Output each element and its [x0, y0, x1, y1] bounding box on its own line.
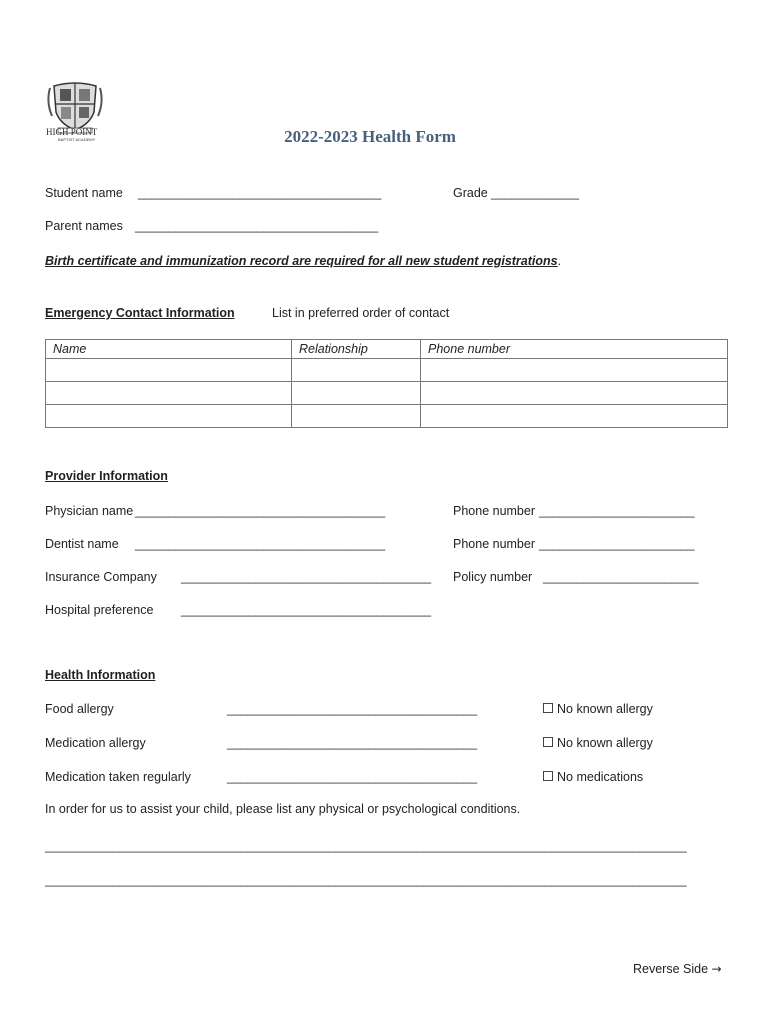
medication-no-allergy-text: No known allergy — [557, 736, 653, 750]
contact-2-relationship-cell[interactable] — [292, 382, 421, 405]
table-row — [46, 382, 728, 405]
emergency-contact-table — [45, 339, 728, 428]
insurance-company-field[interactable]: _____________________________________ — [181, 570, 431, 584]
conditions-line-2[interactable]: _______________________________________________________________________________________________ — [45, 873, 687, 887]
medication-regular-label: Medication taken regularly — [45, 770, 191, 784]
medication-regular-field[interactable]: _____________________________________ — [227, 770, 477, 784]
emergency-contact-heading: Emergency Contact Information — [45, 306, 235, 320]
contact-3-name-cell[interactable] — [46, 405, 292, 428]
health-info-heading: Health Information — [45, 668, 156, 682]
hospital-preference-field[interactable]: _____________________________________ — [181, 603, 431, 617]
reverse-side-note — [633, 962, 722, 976]
contact-2-name-cell[interactable] — [46, 382, 292, 405]
grade-label: Grade — [453, 186, 488, 200]
food-no-allergy-text: No known allergy — [557, 702, 653, 716]
no-medications-text: No medications — [557, 770, 644, 784]
grade-field[interactable]: _____________ — [491, 186, 579, 200]
table-row — [46, 359, 728, 382]
food-allergy-label: Food allergy — [45, 702, 114, 716]
parent-names-field[interactable]: ____________________________________ — [135, 219, 379, 233]
physician-name-label: Physician name — [45, 504, 134, 518]
conditions-prompt: In order for us to assist your child, please list any physical or psychological conditions. — [45, 802, 521, 816]
student-name-label: Student name — [45, 186, 123, 200]
no-medications-checkbox[interactable] — [543, 771, 553, 781]
contact-1-name-cell[interactable] — [46, 359, 292, 382]
logo-name: HIGH POINT — [46, 127, 98, 137]
physician-phone-label: Phone number — [453, 504, 536, 518]
registration-notice-period: . — [557, 254, 562, 268]
contact-2-phone-cell[interactable] — [421, 382, 728, 405]
policy-number-field[interactable]: _______________________ — [543, 570, 699, 584]
registration-notice-text: Birth certificate and immunization record are required for all new student registrations — [45, 254, 558, 268]
dentist-phone-field[interactable]: _______________________ — [539, 537, 695, 551]
medication-allergy-field[interactable]: _____________________________________ — [227, 736, 477, 750]
emergency-contact-note: List in preferred order of contact — [272, 306, 450, 320]
hospital-preference-label: Hospital preference — [45, 603, 154, 617]
table-row — [46, 405, 728, 428]
dentist-name-label: Dentist name — [45, 537, 119, 551]
parent-names-label: Parent names — [45, 219, 123, 233]
column-header-phone: Phone number — [421, 340, 728, 359]
physician-phone-field[interactable]: _______________________ — [539, 504, 695, 518]
no-medications-option[interactable] — [543, 770, 643, 784]
logo-subtext: BAPTIST ACADEMY — [58, 137, 96, 142]
contact-1-relationship-cell[interactable] — [292, 359, 421, 382]
form-title: 2022-2023 Health Form — [284, 127, 456, 146]
right-arrow-icon: → — [711, 962, 722, 976]
physician-name-field[interactable]: _____________________________________ — [135, 504, 385, 518]
contact-3-relationship-cell[interactable] — [292, 405, 421, 428]
policy-number-label: Policy number — [453, 570, 533, 584]
insurance-company-label: Insurance Company — [45, 570, 157, 584]
registration-notice — [45, 254, 561, 268]
food-allergy-field[interactable]: _____________________________________ — [227, 702, 477, 716]
provider-info-heading: Provider Information — [45, 469, 168, 483]
food-no-allergy-checkbox[interactable] — [543, 703, 553, 713]
dentist-name-field[interactable]: _____________________________________ — [135, 537, 385, 551]
medication-allergy-label: Medication allergy — [45, 736, 146, 750]
student-name-field[interactable]: ____________________________________ — [138, 186, 382, 200]
medication-no-allergy-checkbox[interactable] — [543, 737, 553, 747]
contact-3-phone-cell[interactable] — [421, 405, 728, 428]
table-header-row — [46, 340, 728, 359]
column-header-relationship: Relationship — [292, 340, 421, 359]
reverse-side-label: Reverse Side — [633, 962, 709, 976]
contact-1-phone-cell[interactable] — [421, 359, 728, 382]
column-header-name: Name — [46, 340, 292, 359]
dentist-phone-label: Phone number — [453, 537, 536, 551]
medication-no-allergy-option[interactable] — [543, 736, 653, 750]
food-no-allergy-option[interactable] — [543, 702, 653, 716]
conditions-line-1[interactable]: _______________________________________________________________________________________________ — [45, 839, 687, 853]
